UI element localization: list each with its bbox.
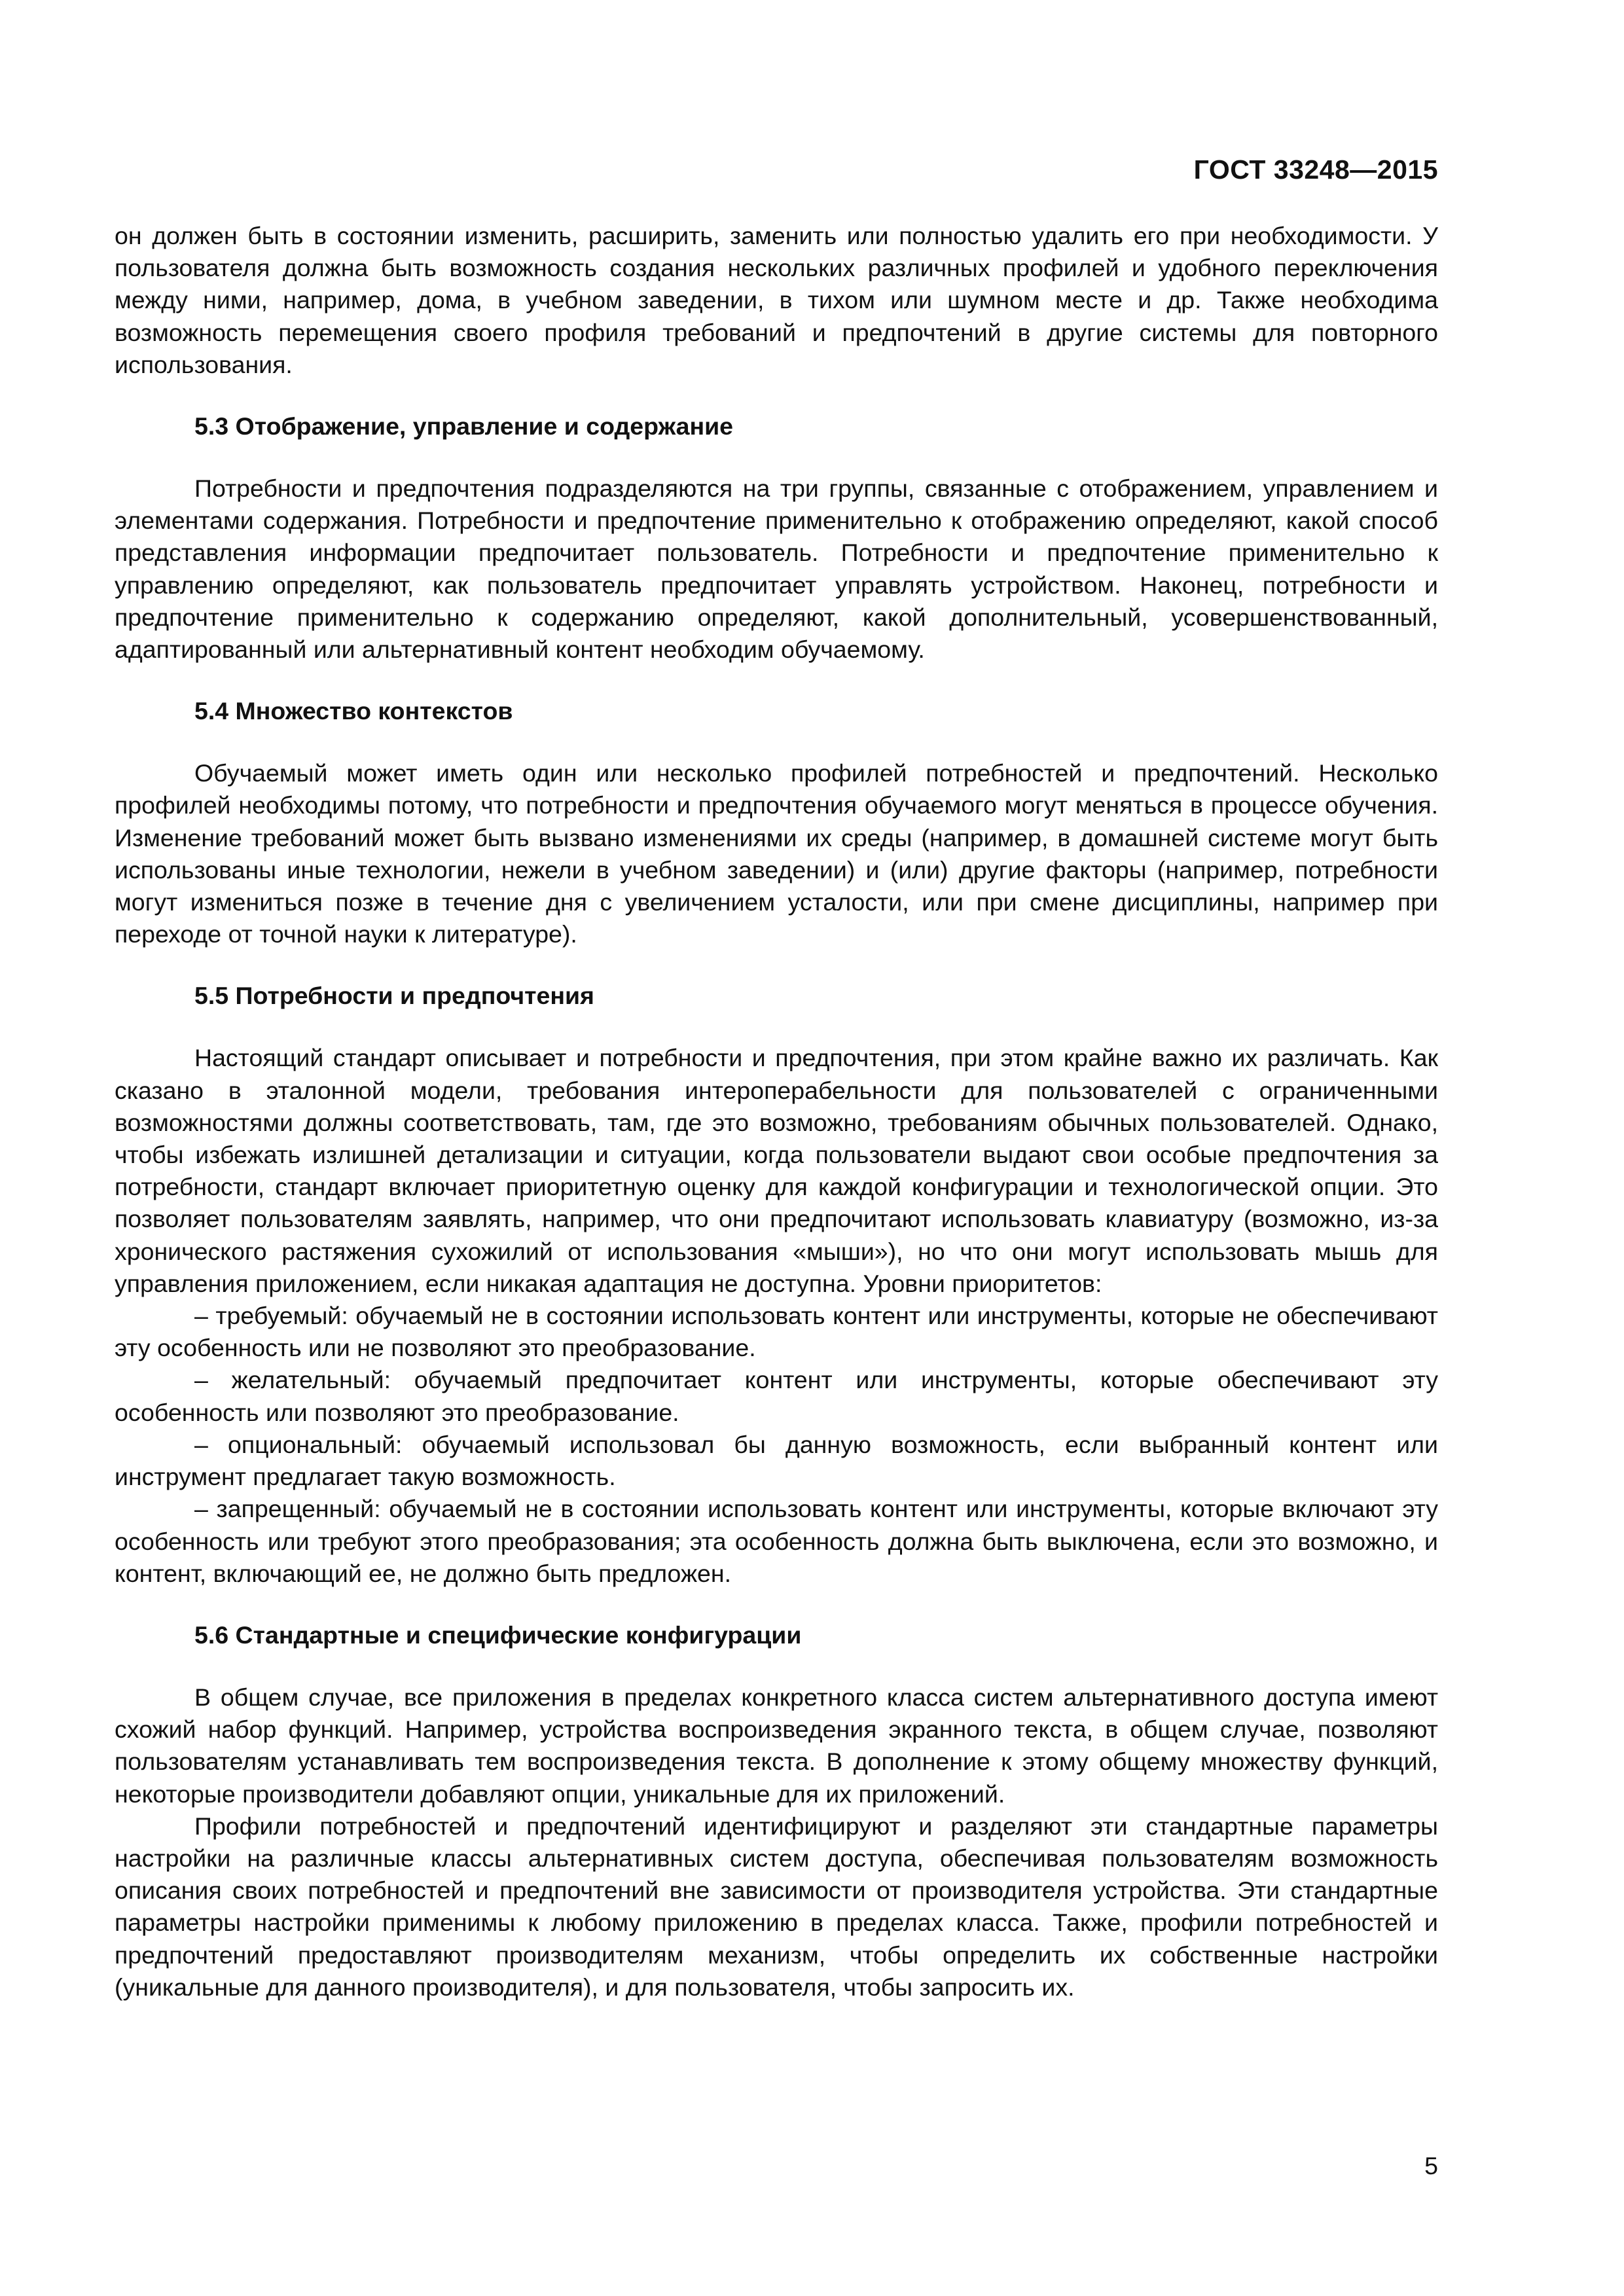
section-5-6-title: 5.6 Стандартные и специфические конфигурации bbox=[194, 1621, 802, 1649]
priority-level-required: – требуемый: обучаемый не в состоянии использовать контент или инструменты, которые не обеспечивают эту особенность или не позволяют это преобразование. bbox=[115, 1302, 1438, 1362]
section-5-5-paragraph: Настоящий стандарт описывает и потребности и предпочтения, при этом крайне важно их различать. Как сказано в эталонной модели, требования интероперабельности для пользователей с ограниченными возможностями должны соответствовать, там, где это возможно, требованиям обычных пользователей. Однако, чтобы избежать излишней детализации и ситуации, когда пользователи выдают свои особые предпочтения за потребности, стандарт включает приоритетную оценку для каждой конфигурации и технологической опции. Это позволяет пользователям заявлять, например, что они предпочитают использовать клавиатуру (возможно, из-за хронического растяжения сухожилий от использования «мыши»), но что они могут использовать мышь для управления приложением, если никакая адаптация не доступна. Уровни приоритетов: bbox=[115, 1044, 1438, 1297]
section-5-3-paragraph: Потребности и предпочтения подразделяются на три группы, связанные с отображением, управлением и элементами содержания. Потребности и предпочтение применительно к отображению определяют, какой способ представления информации предпочитает пользователь. Потребности и предпочтение применительно к управлению определяют, как пользователь предпочитает управлять устройством. Наконец, потребности и предпочтение применительно к содержанию определяют, какой дополнительный, усовершенствованный, адаптированный или альтернативный контент необходим обучаемому. bbox=[115, 475, 1438, 664]
section-5-4-paragraph: Обучаемый может иметь один или несколько профилей потребностей и предпочтений. Несколько профилей необходимы потому, что потребности и предпочтения обучаемого могут меняться в процессе обучения. Изменение требований может быть вызвано изменениями их среды (например, в домашней системе могут быть использованы иные технологии, нежели в учебном заведении) и (или) другие факторы (например, потребности могут измениться позже в течение дня с увеличением усталости, или при смене дисциплины, например при переходе от точной науки к литературе). bbox=[115, 759, 1438, 948]
priority-level-prohibited: – запрещенный: обучаемый не в состоянии использовать контент или инструменты, которые включают эту особенность или требуют этого преобразования; эта особенность должна быть выключена, если это возможно, и контент, включающий ее, не должно быть предложен. bbox=[115, 1495, 1438, 1587]
section-5-5-title: 5.5 Потребности и предпочтения bbox=[194, 982, 594, 1010]
priority-level-optional: – опциональный: обучаемый использовал бы данную возможность, если выбранный контент или инструмент предлагает такую возможность. bbox=[115, 1430, 1438, 1491]
section-5-4-title: 5.4 Множество контекстов bbox=[194, 697, 513, 725]
page-number: 5 bbox=[1424, 2152, 1438, 2179]
standard-code-header: ГОСТ 33248—2015 bbox=[1193, 154, 1438, 185]
intro-paragraph: он должен быть в состоянии изменить, расширить, заменить или полностью удалить его при необходимости. У пользователя должна быть возможность создания нескольких различных профилей и удобного переключения между ними, например, дома, в учебном заведении, в тихом или шумном месте и др. Также необходима возможность перемещения своего профиля требований и предпочтений в другие системы для повторного использования. bbox=[115, 222, 1438, 378]
priority-level-preferred: – желательный: обучаемый предпочитает контент или инструменты, которые обеспечивают эту особенность или позволяют это преобразование. bbox=[115, 1366, 1438, 1426]
document-body bbox=[115, 220, 1438, 2003]
section-5-6-paragraph-2: Профили потребностей и предпочтений идентифицируют и разделяют эти стандартные параметры настройки на различные классы альтернативных систем доступа, обеспечивая пользователям возможность описания своих потребностей и предпочтений вне зависимости от производителя устройства. Эти стандартные параметры настройки применимы к любому приложению в пределах класса. Также, профили потребностей и предпочтений предоставляют производителям механизм, чтобы определить их собственные настройки (уникальные для данного производителя), и для пользователя, чтобы запросить их. bbox=[115, 1812, 1438, 2001]
section-5-3-title: 5.3 Отображение, управление и содержание bbox=[194, 412, 734, 440]
section-5-6-paragraph-1: В общем случае, все приложения в пределах конкретного класса систем альтернативного доступа имеют схожий набор функций. Например, устройства воспроизведения экранного текста, в общем случае, позволяют пользователям устанавливать тем воспроизведения текста. В дополнение к этому общему множеству функций, некоторые производители добавляют опции, уникальные для их приложений. bbox=[115, 1683, 1438, 1808]
